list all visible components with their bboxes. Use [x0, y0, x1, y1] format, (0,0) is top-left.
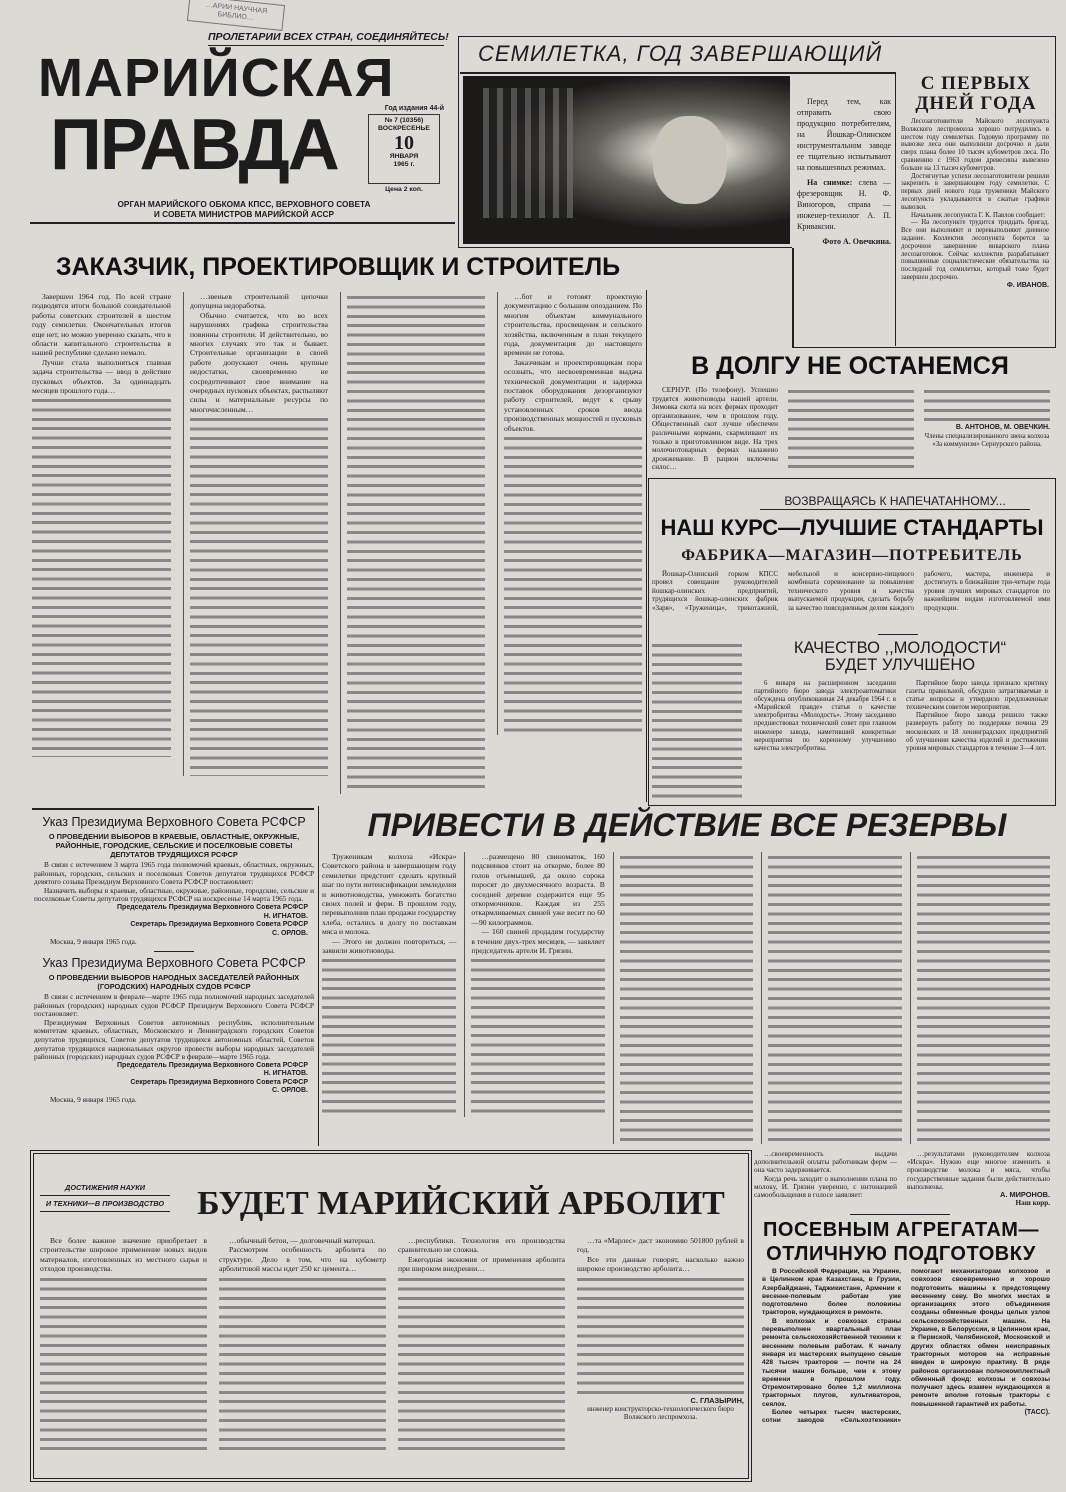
chair-name: Н. ИГНАТОВ.	[263, 912, 308, 920]
standarty-headline: НАШ КУРС—ЛУЧШИЕ СТАНДАРТЫ	[660, 515, 1044, 540]
side-paragraph: Лесозаготовители Майского лесопункта Волжского леспромхоза хорошо потрудились в шестом году семилетки. Годовую программу по вывозке леса они выполнили досрочно и дали сверх плана более 10 тысяч кубометров леса. По сравнению с 1963 годом древесины вывезено больше на 13 тысяч кубометров.	[901, 118, 1049, 172]
dolgu-headline: В ДОЛГУ НЕ ОСТАНЕМСЯ	[691, 352, 1009, 380]
article-column	[754, 1150, 897, 1199]
arbolit-headline: БУДЕТ МАРИЙСКИЙ АРБОЛИТ	[197, 1185, 725, 1222]
text-continuation	[219, 1276, 386, 1456]
decree-separator	[154, 951, 194, 952]
decree-paragraph: Назначить выборы в краевые, областные, окружные, районные, городские, сельские и поселковые Советы депутатов трудящихся РСФСР на воскресенье 14 марта 1965 года.	[34, 885, 314, 904]
text-continuation	[40, 1276, 207, 1456]
side-title: С ПЕРВЫХ ДНЕЙ ГОДА	[915, 73, 1037, 114]
article-column	[788, 386, 914, 468]
rezervy-signature: А. МИРОНОВ.	[1000, 1190, 1050, 1200]
secretary-name: С. ОРЛОВ.	[272, 929, 308, 937]
article-paragraph: — 160 свиней продадим государству в течение двух-трех месяцев, — заявляет председатель артели И. Грязин.	[471, 927, 605, 956]
chair-title: Председатель Президиума Верховного Совета РСФСР	[117, 903, 308, 911]
article-column	[652, 386, 778, 472]
article-column	[577, 1236, 744, 1422]
zakazchik-headline: ЗАКАЗЧИК, ПРОЕКТИРОВЩИК И СТРОИТЕЛЬ	[55, 253, 621, 281]
posev-headline	[752, 1218, 1050, 1266]
article-column	[464, 852, 604, 1117]
decree-subtitle: О ПРОВЕДЕНИИ ВЫБОРОВ НАРОДНЫХ ЗАСЕДАТЕЛЕЙ РАЙОННЫХ (ГОРОДСКИХ) НАРОДНЫХ СУДОВ РСФСР	[48, 972, 300, 991]
article-column	[613, 852, 753, 1144]
article-paragraph: Рассмотрим особенность арболита по структуре. Дело в том, что на кубометр арболитовой массы идет 250 кг цемента…	[219, 1245, 386, 1274]
arbolit-signature: С. ГЛАЗЫРИН,	[690, 1395, 744, 1405]
article-paragraph: В колхозах и совхозах страны перевыполнен квартальный план ремонта сельскохозяйственной техники к весенним полевым работам. К началу января из мастерских выпущено свыше 428 тысяч тракторов — почти на 24 тысячи машин больше, чем к этому времени в прошлом году. Отремонтировано более 1,2 миллиона тракторных плугов, культиваторов, сеялок.	[762, 1317, 901, 1408]
library-stamp: …АРИИ НАУЧНАЯ БИБЛИО…	[187, 0, 285, 31]
arbolit-article	[40, 1236, 744, 1456]
text-continuation	[788, 388, 914, 468]
column-rule	[318, 806, 319, 1146]
article-paragraph: Ежегодная экономия от применения арболита при широком внедрении…	[398, 1254, 565, 1274]
chair-name: Н. ИГНАТОВ.	[263, 1070, 308, 1078]
decree-paragraph: В связи с истечением в феврале—марте 1965 года полномочий народных заседателей районных (городских) народных судов РСФСР Президиум Верховного Совета РСФСР постановляет:	[34, 991, 314, 1019]
article-paragraph: Когда речь заходит о выполнении плана по молоку, И. Грязин уверенно, с интонацией самообольщения в голосе заявляет:	[754, 1174, 897, 1200]
section-rule	[878, 634, 918, 635]
article-paragraph: …результатами руководителям колхоза «Искра». Нужно еще многое изменить в производстве молока и мяса, чтобы государственные задания были действительно выполнены.	[907, 1150, 1050, 1191]
organ-line-1: ОРГАН МАРИЙСКОГО ОБКОМА КПСС, ВЕРХОВНОГО СОВЕТА	[117, 199, 371, 209]
article-column	[924, 386, 1050, 449]
text-continuation	[504, 435, 642, 735]
text-continuation	[620, 854, 753, 1144]
posev-signature: (ТАСС).	[1024, 1409, 1050, 1417]
semiletka-box-inner-edge	[792, 248, 794, 348]
posev-line2: ОТЛИЧНУЮ ПОДГОТОВКУ	[766, 1243, 1036, 1265]
caption-label: На снимке:	[807, 178, 853, 187]
decree-2	[34, 956, 314, 1105]
decree-title: Указ Президиума Верховного Совета РСФСР	[42, 815, 306, 829]
posev-article	[762, 1268, 1050, 1426]
text-continuation	[32, 397, 171, 757]
article-paragraph: Партийное бюро завода решило также развернуть работу по поддержке почина 29 московских и 18 ленинградских предприятий об улучшении качества изделий и достижении уровня мировых стандартов в течение 3—4 лет.	[906, 712, 1048, 752]
photo-caption	[797, 96, 891, 247]
article-paragraph: 6 января на расширенном заседании партийного бюро завода электроавтоматики обсуждена опубликованная 24 декабря 1964 г. в «Марийской правде» статья о качестве электробритвы «Молодость». Этому заседанию предшествовал технический совет при главном инженере завода, наметивший конкретные мероприятия по коренному улучшению качества электробритвы.	[754, 680, 896, 752]
text-continuation	[924, 388, 1050, 424]
decree-divider	[32, 808, 314, 810]
factory-photo	[463, 76, 790, 244]
column-rule	[646, 290, 647, 802]
decree-title: Указ Президиума Верховного Совета РСФСР	[42, 955, 306, 970]
article-column	[183, 292, 328, 776]
decree-block	[34, 815, 314, 1105]
article-column	[910, 852, 1050, 1144]
title-line1: МАРИЙСКАЯ	[38, 48, 395, 108]
caption-people: слева — фрезеровщик Н. Ф. Виногоров, справа — инженер-технолог А. П. Криваксин.	[797, 178, 891, 231]
masthead-divider	[30, 222, 455, 224]
decree-1	[34, 815, 314, 947]
article-paragraph: В Российской Федерации, на Украине, в Целинном крае Казахстана, в Грузии, Азербайджане, Таджикистане, Армении к весенне-полевым работам уже подготовлено более половины тракторов, нуждающихся в ремонте.	[762, 1268, 901, 1317]
article-paragraph: …бот и готовят проектную документацию с большим опозданием. По многим объектам коммунального строительства, просвещения и сельского хозяйства, включенным в план текущего года, документация до настоящего времени не готова.	[503, 292, 642, 358]
article-paragraph: …та «Марлес» даст экономию 501800 рублей в год.	[577, 1236, 744, 1255]
semiletka-banner: СЕМИЛЕТКА, ГОД ЗАВЕРШАЮЩИЙ	[478, 41, 883, 66]
article-paragraph: …размещено 80 свиноматок, 160 подсвинков стоит на откорме, более 80 голов отъемышей, да около сорока поросят до двухмесячного возраста. В соседней деревне содержится еще 95 откормочников. Каждая из 255 откармливаемых свиней уже весит по 60—90 килограммов.	[471, 852, 605, 927]
article-paragraph: Йошкар-Олинский горком КПСС провел совещание руководителей йошкар-олинских предприятий, трудящихся йошкар-олинских фабрик «Заря», «Труженица», трикотажной, мебельной и консервно-пищевого комбината соревнование за повышение технического уровня и качества выпускаемой продукции, сделать борьбу за качество повседневным делом каждого рабочего, мастера, инженера и достигнуть в ближайшие три-четыре года уровня лучших мировых стандартов по важнейшим видам изготовляемой ими продукции.	[652, 570, 1050, 612]
article-column	[398, 1236, 565, 1456]
caption-text: Перед тем, как отправить свою продукцию потребителям, на Йошкар-Олинском инструментальном заводе ее тщательно испытывают на повышенных режимах.	[797, 97, 891, 172]
article-column	[340, 292, 485, 794]
secretary-name: С. ОРЛОВ.	[272, 1087, 308, 1095]
kicker-line1: ДОСТИЖЕНИЯ НАУКИ	[40, 1180, 170, 1196]
text-continuation	[768, 854, 901, 1144]
molodost-line1: КАЧЕСТВО ,,МОЛОДОСТИ“	[793, 639, 1007, 657]
decree-place-date: Москва, 9 января 1965 года.	[50, 1095, 137, 1105]
article-paragraph: — Этого не должно повториться, — заявили животноводы.	[322, 936, 457, 956]
article-paragraph: …звеньев строительной цепочки допущена недоработка.	[189, 292, 328, 311]
year-of-publication: Год издания 44-й	[384, 105, 444, 112]
kicker-line2: И ТЕХНИКИ—В ПРОИЗВОДСТВО	[40, 1196, 170, 1212]
article-paragraph: Обычно считается, что во всех нарушениях графика строительства повинны строители. И действительно, во многих случаях это так и бывает. Строительные организации в своей работе допускают очень крупные недостатки, своевременно не сосредоточивают свое внимание на очередных пусковых объектах, распыляют силы и материальные ресурсы по многочисленным…	[189, 310, 328, 414]
organ-line-2: И СОВЕТА МИНИСТРОВ МАРИЙСКОЙ АССР	[153, 209, 335, 219]
dolgu-signature-note: Члены специализированного звена колхоза «За коммунизм» Сернурского района.	[924, 432, 1050, 448]
text-continuation	[917, 854, 1050, 1144]
issue-number: № 7 (10356)	[384, 117, 424, 124]
article-paragraph: Труженикам колхоза «Искра» Советского района в завершающем году семилетки предстоит сделать крупный шаг по пути интенсификации земледелия и животноводства, умножить богатство своих полей и ферм. В прошлом году, перевыполнив план продажи государству хлеба, остались в долгу по поставкам мяса и молока.	[322, 852, 457, 937]
issue-box	[368, 114, 440, 184]
machine-tool-silhouette	[483, 88, 573, 218]
weekday: ВОСКРЕСЕНЬЕ	[378, 125, 430, 132]
article-paragraph: Партийное бюро завода признало критику газеты правильной, обсудило затрагиваемые в статье вопросы и утвердило предложенные техническим советом мероприятия.	[906, 680, 1048, 712]
zakazchik-article	[32, 292, 642, 794]
worker-face-silhouette	[653, 116, 727, 204]
dolgu-article	[652, 386, 1050, 472]
article-paragraph: Более четырех тысяч мастерских, сотни заводов «Сельхозтехники» помогают механизаторам колхозов и совхозов своевременно и хорошо подготовить машины к предстоящему весеннему севу. Во многих местах в организациях этого объединения созданы обменные фонды целых узлов сельскохозяйственных машин. На Украине, в Белоруссии, в Целинном крае, в Пермской, Челябинской, Московской и других областях обмен неисправных тракторных моторов на исправные введен в широкую практику. В ряде районов организован полнокомплектный обменный фонд: колхозы и совхозы получают здесь взамен нуждающихся в ремонте вполне готовые тракторы с повышенной гарантией их работы.	[762, 1268, 1050, 1425]
column-rule	[895, 72, 896, 346]
article-paragraph: СЕРНУР. (По телефону). Успешно трудятся животноводы нашей артели. Зимовка скота на всех фермах проходит организованнее, чем в прошлом году. Общественный скот лучше обеспечен различными кормами, скармливают их только в приготовленном виде. На трех молочнотоварных фермах налажено дрожжевание. В рацион включены силос…	[652, 386, 778, 472]
article-paragraph: Завершен 1964 год. По всей стране подводятся итоги большой созидательной работы советских строителей в шестом году семилетки. Окончательных итогов еще нет, но можно уверенно сказать, что в области капитального строительства в нашей республике сделано немало.	[32, 292, 171, 358]
text-continuation	[190, 416, 328, 776]
decree-subtitle: О ПРОВЕДЕНИИ ВЫБОРОВ В КРАЕВЫЕ, ОБЛАСТНЫЕ, ОКРУЖНЫЕ, РАЙОННЫЕ, ГОРОДСКИЕ, СЕЛЬСКИЕ И ПОСЕЛКОВЫЕ СОВЕТЫ ДЕПУТАТОВ ТРУДЯЩИХСЯ РСФСР	[48, 832, 300, 859]
text-continuation	[471, 957, 604, 1117]
article-column	[219, 1236, 386, 1456]
article-paragraph: …своевременность выдачи дополнительной оплаты работникам ферм — она часто задерживается.	[754, 1150, 897, 1175]
decree-paragraph: В связи с истечением 3 марта 1965 года полномочий краевых, областных, окружных, районных, городских, сельских и поселковых Советов депутатов трудящихся РСФСР девятого созыва Президиум Верховного Совета РСФСР постановляет:	[34, 860, 314, 887]
article-paragraph: Все эти данные говорят, насколько важно широкое производство арболита…	[577, 1254, 744, 1274]
molodost-article	[754, 680, 1048, 753]
month: ЯНВАРЯ	[389, 153, 419, 160]
standarty-continuation	[652, 640, 742, 802]
article-column	[40, 1236, 207, 1456]
text-continuation	[652, 642, 742, 800]
article-paragraph: Лучше стала выполняться главная задача строительства — ввод в действие пусковых объектов. За одиннадцать месяцев прошлого года…	[32, 357, 171, 396]
rezervy-signature-note: Наш корр.	[1015, 1199, 1050, 1208]
standarty-article	[652, 570, 1050, 612]
title-line2: ПРАВДА	[50, 105, 338, 185]
text-continuation	[398, 1276, 565, 1456]
article-paragraph: Все более важное значение приобретает в строительстве широкое применение новых видов материалов, изготовленных из местного сырья и отходов производства.	[40, 1236, 207, 1274]
article-column	[761, 852, 901, 1144]
article-paragraph: Заказчикам и проектировщикам пора осознать, что несвоевременная выдача технической документации и задержка поставок оборудования дезорганизуют работу строителей, ведут к срыву установленных сроков ввода производственных мощностей и пусковых объектов.	[503, 357, 642, 433]
arbolit-signature-note: инженер конструкторско-технологического бюро Волжского леспромхоза.	[587, 1405, 734, 1422]
price: Цена 2 коп.	[385, 186, 423, 193]
side-paragraph: — На лесопункте трудится тридцать бригад. Все они выполняют и перевыполняют дневное задание. Коллектив лесопункта борется за досрочное завершение январского плана лесозаготовок. Сейчас коллектив разрабатывает повышенные социалистические обязательства на последний год семилетки, который тоже будет завершен досрочно.	[901, 219, 1049, 281]
side-paragraph: Начальник лесопункта Г. К. Павлов сообщает:	[911, 211, 1046, 219]
article-paragraph: …республики. Технология его производства сравнительно не сложна.	[398, 1236, 565, 1255]
day: 10	[394, 132, 414, 154]
banner-rule	[460, 72, 895, 74]
article-column	[322, 852, 456, 1117]
posev-line1: ПОСЕВНЫМ АГРЕГАТАМ—	[763, 1219, 1039, 1241]
text-continuation	[577, 1276, 744, 1396]
article-column	[32, 292, 171, 757]
section-rule	[850, 1214, 950, 1215]
dolgu-signature: В. АНТОНОВ, М. ОВЕЧКИН.	[955, 424, 1050, 431]
organ-line	[34, 199, 454, 219]
article-column	[497, 292, 642, 735]
article-column	[907, 1150, 1050, 1207]
rezervy-ending	[754, 1150, 1050, 1207]
side-paragraph: Достигнутые успехи лесозаготовители решили закрепить в завершающем году семилетки. С первых дней нового года труженики Майского лесопункта укладываются в сжатые графики вывозки.	[901, 172, 1049, 211]
secretary-title: Секретарь Президиума Верховного Совета РСФСР	[130, 921, 308, 929]
rezervy-article	[322, 852, 1050, 1144]
chair-title: Председатель Президиума Верховного Совета РСФСР	[117, 1061, 308, 1069]
article-paragraph: …обычный бетон, — долговечный материал.	[229, 1236, 376, 1245]
arbolit-kicker	[40, 1180, 170, 1212]
side-article	[901, 118, 1049, 290]
standarty-kicker: ВОЗВРАЩАЯСЬ К НАПЕЧАТАННОМУ...	[760, 494, 1030, 510]
decree-place-date: Москва, 9 января 1965 года.	[50, 937, 137, 947]
text-continuation	[347, 294, 485, 794]
slogan: ПРОЛЕТАРИИ ВСЕХ СТРАН, СОЕДИНЯЙТЕСЬ!	[208, 31, 444, 46]
year: 1965 г.	[393, 161, 415, 168]
molodost-headline	[750, 640, 1050, 674]
standarty-subhead: ФАБРИКА—МАГАЗИН—ПОТРЕБИТЕЛЬ	[681, 547, 1023, 564]
molodost-line2: БУДЕТ УЛУЧШЕНО	[824, 656, 976, 674]
rezervy-headline: ПРИВЕСТИ В ДЕЙСТВИЕ ВСЕ РЕЗЕРВЫ	[367, 807, 1007, 843]
secretary-title: Секретарь Президиума Верховного Совета РСФСР	[130, 1078, 308, 1086]
photo-credit: Фото А. Овечкина.	[822, 237, 891, 246]
side-signature: Ф. ИВАНОВ.	[1006, 281, 1049, 289]
text-continuation	[322, 957, 456, 1117]
decree-paragraph: Президиумам Верховных Советов автономных республик, исполнительным комитетам краевых, областных, Московского и Ленинградского городских Советов депутатов трудящихся, Советов депутатов трудящихся автономных областей, Советов депутатов трудящихся национальных округов провести выборы народных заседателей районных (городских) народных судов РСФСР в феврале—марте 1965 года.	[34, 1017, 314, 1062]
